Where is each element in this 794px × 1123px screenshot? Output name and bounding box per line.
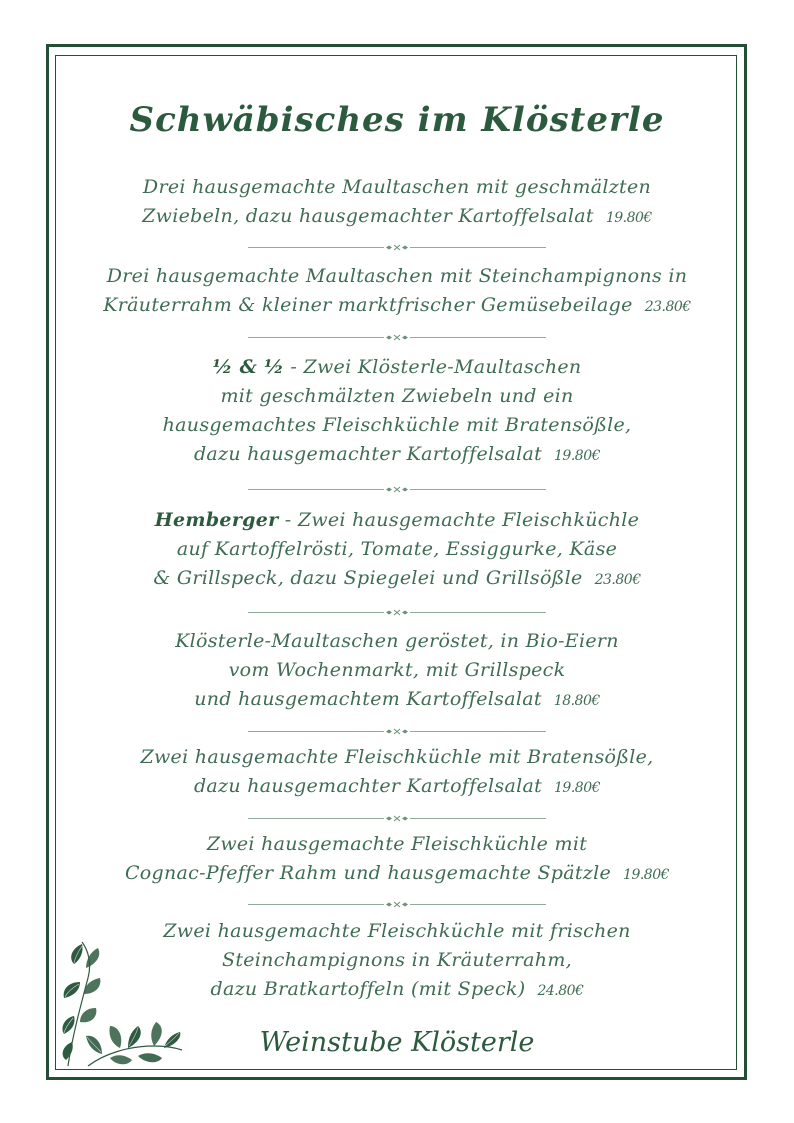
item-text: und hausgemachtem Kartoffelsalat (194, 688, 542, 710)
item-price: 19.80€ (554, 448, 601, 464)
menu-item (60, 743, 734, 803)
item-line (60, 202, 734, 233)
item-text: Zwiebeln, dazu hausgemachter Kartoffelsalat (142, 205, 594, 227)
divider-ornament (248, 815, 546, 822)
divider-ornament (248, 334, 546, 341)
restaurant-name-footer: Weinstube Klösterle (259, 1027, 535, 1058)
item-price: 18.80€ (553, 693, 600, 709)
item-line: Drei hausgemachte Maultaschen mit Steinchampignons in (106, 265, 688, 287)
item-price: 19.80€ (623, 867, 670, 883)
item-line: Steinchampignons in Kräuterrahm, (222, 949, 572, 971)
divider-ornament (248, 609, 546, 616)
item-line: Klösterle-Maultaschen geröstet, in Bio-Eiern (175, 630, 619, 652)
divider-ornament (248, 901, 546, 908)
menu-item (60, 353, 734, 471)
item-price: 24.80€ (537, 983, 584, 999)
divider-ornament (248, 728, 546, 735)
item-line (60, 859, 734, 890)
menu-title: Schwäbisches im Klösterle (129, 100, 665, 140)
menu-item (60, 627, 734, 716)
item-line (60, 685, 734, 716)
item-price: 23.80€ (644, 299, 691, 315)
menu-item (60, 173, 734, 233)
item-text: Kräuterrahm & kleiner marktfrischer Gemüsebeilage (103, 294, 633, 316)
item-price: 19.80€ (554, 780, 601, 796)
item-line (60, 291, 734, 322)
item-text: - Zwei hausgemachte Fleischküchle (278, 509, 640, 531)
item-line: hausgemachtes Fleischküchle mit Bratensößle, (162, 414, 632, 436)
menu-item (60, 830, 734, 890)
item-text: dazu hausgemachter Kartoffelsalat (193, 775, 543, 797)
item-bold-name: ½ & ½ (212, 356, 285, 378)
item-bold-name: Hemberger (154, 509, 279, 531)
item-line: mit geschmälzten Zwiebeln und ein (220, 385, 574, 407)
item-line (60, 440, 734, 471)
item-text: - Zwei Klösterle-Maultaschen (284, 356, 582, 378)
item-text: dazu hausgemachter Kartoffelsalat (193, 443, 543, 465)
item-text: dazu Bratkartoffeln (mit Speck) (210, 978, 526, 1000)
item-line: Zwei hausgemachte Fleischküchle mit (206, 833, 588, 855)
item-line (60, 564, 734, 595)
item-line: vom Wochenmarkt, mit Grillspeck (228, 659, 566, 681)
item-text: Cognac-Pfeffer Rahm und hausgemachte Spätzle (124, 862, 612, 884)
item-line: Zwei hausgemachte Fleischküchle mit frischen (163, 920, 631, 942)
item-line: auf Kartoffelrösti, Tomate, Essiggurke, Käse (176, 538, 618, 560)
menu-item (60, 262, 734, 322)
item-text: & Grillspeck, dazu Spiegelei und Grillsößle (153, 567, 583, 589)
item-line (60, 353, 734, 382)
item-line (60, 506, 734, 535)
menu-item (60, 506, 734, 595)
divider-ornament (248, 244, 546, 251)
item-price: 23.80€ (594, 572, 641, 588)
divider-ornament (248, 486, 546, 493)
item-line (60, 772, 734, 803)
item-price: 19.80€ (605, 210, 652, 226)
item-line: Zwei hausgemachte Fleischküchle mit Bratensößle, (140, 746, 654, 768)
item-line: Drei hausgemachte Maultaschen mit geschmälzten (142, 176, 652, 198)
